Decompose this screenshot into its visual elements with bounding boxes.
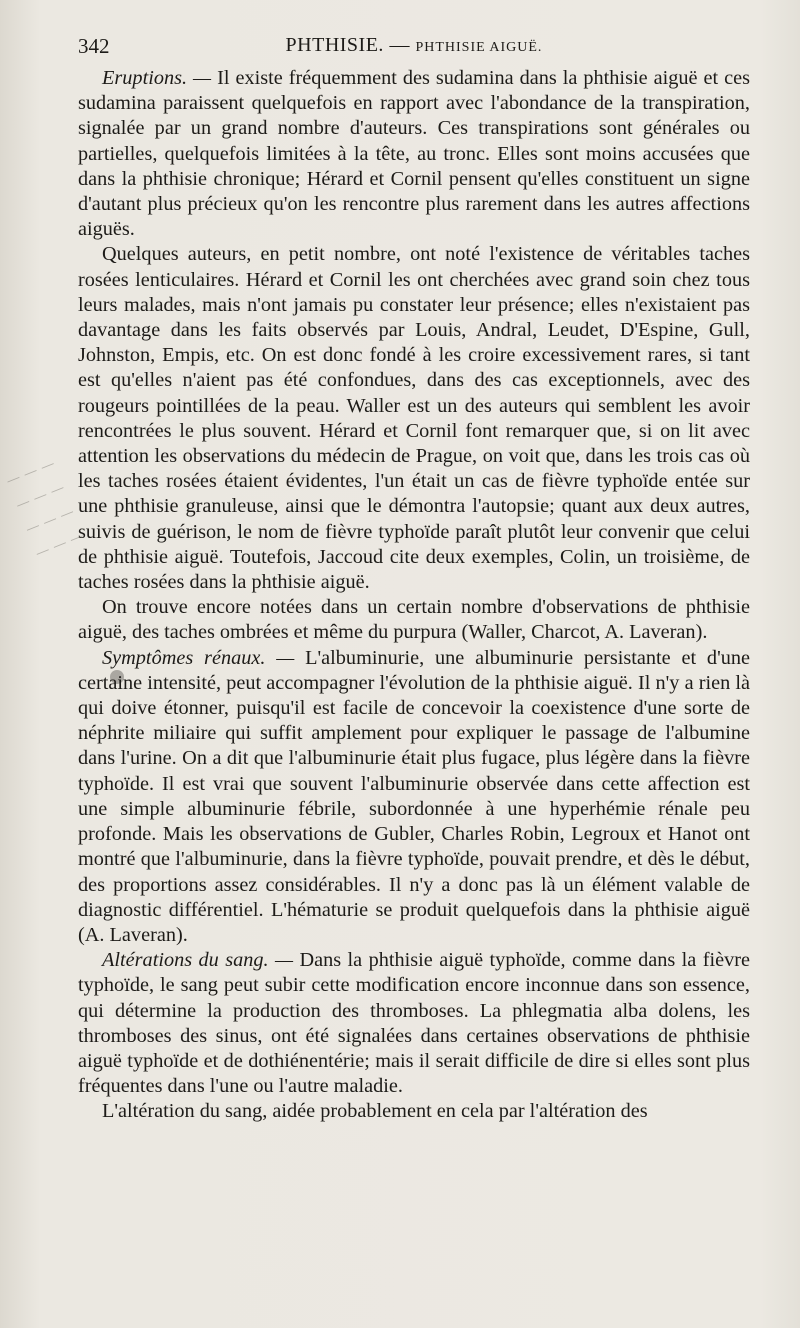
running-subtitle: PHTHISIE AIGUË. xyxy=(415,40,543,55)
section-heading: Altérations du sang. — xyxy=(102,949,294,972)
paragraph-alteration-continued xyxy=(78,1099,750,1124)
paragraph-text: L'albuminurie, une albuminurie persistante et d'une certaine intensité, peut accompagner l'évolution de la phthisie aiguë. Il n'y a rien là qui doive étonner, puisqu'il est facile de concevoir la coexistence d'une sorte de néphrite miliaire qui suffit amplement pour expliquer le passage de l'albumine dans l'urine. On a dit que l'albuminurie était plus fugace, plus légère dans la fièvre typhoïde. Il est vrai que souvent l'albuminurie observée dans cette affection est une simple albuminurie fébrile, subordonnée à une hyperhémie rénale peu profonde. Mais les observations de Gubler, Charles Robin, Legroux et Hanot ont montré que l'albuminurie, dans la fièvre typhoïde, pouvait prendre, et dès le début, des proportions assez considérables. Il n'y a donc pas là un élément valable de diagnostic différentiel. L'hématurie se produit quelquefois dans la phthisie aiguë (A. Laveran). xyxy=(78,646,751,946)
paragraph-text: Il existe fréquemment des sudamina dans la phthisie aiguë et ces sudamina paraissent quelquefois en rapport avec l'abondance de la transpiration, signalée par un grand nombre d'auteurs. Ces transpirations sont générales ou partielles, quelquefois limitées à la tête, au tronc. Elles sont moins accusées que dans la phthisie chronique; Hérard et Cornil pensent qu'elles constituent un signe d'autant plus précieux qu'on les rencontre plus rarement dans les autres affections aiguës. xyxy=(78,67,751,241)
paragraph-eruptions xyxy=(78,66,750,242)
body-text xyxy=(78,66,750,1125)
paragraph-text: L'altération du sang, aidée probablement en cela par l'altération des xyxy=(102,1100,648,1123)
paragraph-text: On trouve encore notées dans un certain nombre d'observations de phthisie aiguë, des taches ombrées et même du purpura (Waller, Charcot, A. Laveran). xyxy=(78,596,750,644)
running-head xyxy=(78,34,750,57)
section-heading: Symptômes rénaux. — xyxy=(102,646,295,669)
paragraph-symptomes-renaux xyxy=(78,646,750,948)
paragraph-text: Quelques auteurs, en petit nombre, ont noté l'existence de véritables taches rosées lenticulaires. Hérard et Cornil les ont cherchées avec grand soin chez tous leurs malades, mais n'ont jamais pu constater leur présence; elles n'existaient pas davantage dans les faits observés par Louis, Andral, Leudet, D'Espine, Gull, Johnston, Empis, etc. On est donc fondé à les croire excessivement rares, si tant est qu'elles n'aient pas été confondues, dans des cas exceptionnels, avec des rougeurs pointillées de la peau. Waller est un des auteurs qui semblent les avoir rencontrées le plus souvent. Hérard et Cornil font remarquer que, si on lit avec attention les observations du médecin de Prague, on voit que, dans les trois cas où les taches rosées étaient évidentes, l'un était un cas de fièvre typhoïde entée sur une phthisie granuleuse, ainsi que le démontra l'autopsie; quant aux deux autres, suivis de guérison, le nom de fièvre typhoïde paraît plutôt leur convenir que celui de phthisie aiguë. Toutefois, Jaccoud cite deux exemples, Colin, un troisième, de taches rosées dans la phthisie aiguë. xyxy=(78,243,750,594)
page-header xyxy=(78,34,750,64)
handwritten-margin-note: — — — — — — — — — — — — xyxy=(3,455,87,562)
paragraph-taches-rosees xyxy=(78,242,750,595)
running-title: PHTHISIE. xyxy=(285,34,384,56)
section-heading: Eruptions. — xyxy=(102,67,212,89)
paragraph-purpura xyxy=(78,595,750,645)
paragraph-alterations-sang xyxy=(78,948,750,1099)
page-number: 342 xyxy=(78,34,110,58)
paragraph-text: Dans la phthisie aiguë typhoïde, comme dans la fièvre typhoïde, le sang peut subir cette modification encore inconnue dans son essence, qui détermine la production des thromboses. La phlegmatia alba dolens, les thromboses des sinus, ont été signalées dans certaines observations de phthisie aiguë typhoïde et de dothiénentérie; mais il serait difficile de dire si elles sont plus fréquentes dans l'une ou l'autre maladie. xyxy=(78,949,750,1098)
running-separator: — xyxy=(389,34,410,56)
